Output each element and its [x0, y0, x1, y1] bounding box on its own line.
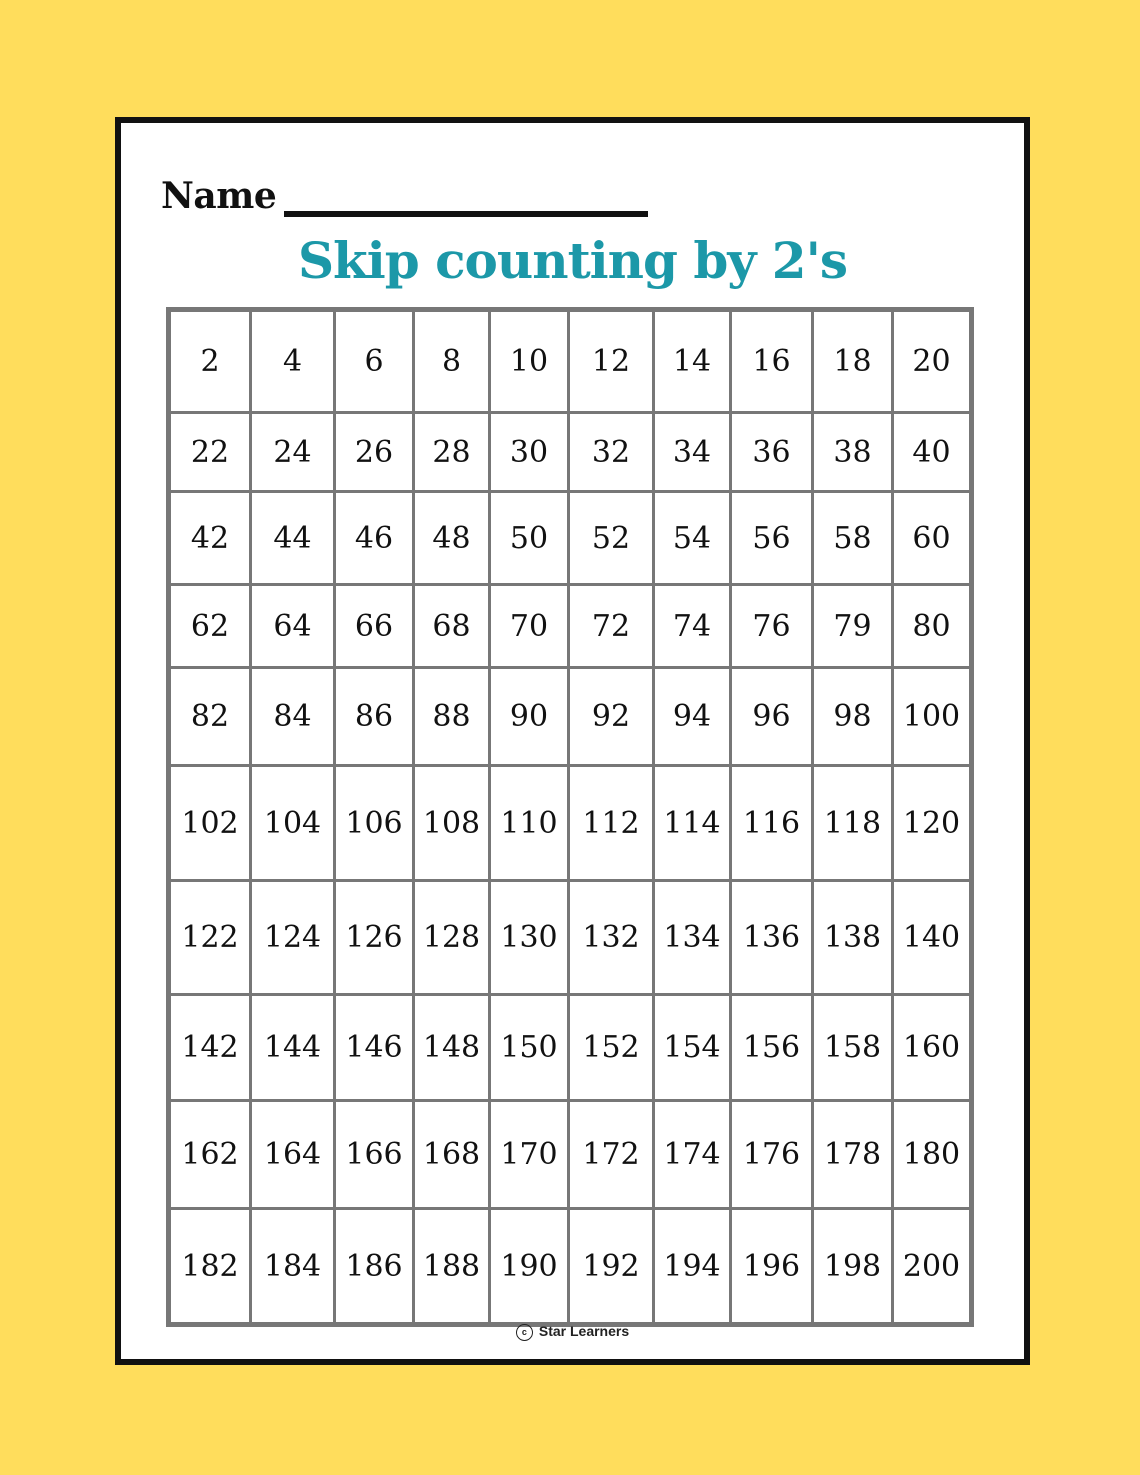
grid-cell: 10	[491, 312, 570, 414]
grid-cell: 138	[814, 882, 894, 996]
grid-cell: 62	[171, 586, 252, 669]
grid-cell: 44	[252, 493, 336, 586]
grid-cell: 28	[415, 414, 491, 493]
grid-cell: 70	[491, 586, 570, 669]
grid-cell: 30	[491, 414, 570, 493]
grid-cell: 132	[570, 882, 655, 996]
grid-cell: 130	[491, 882, 570, 996]
grid-cell: 146	[336, 996, 415, 1102]
grid-cell: 170	[491, 1102, 570, 1210]
grid-cell: 108	[415, 767, 491, 882]
grid-cell: 182	[171, 1210, 252, 1322]
grid-cell: 20	[894, 312, 969, 414]
grid-cell: 198	[814, 1210, 894, 1322]
grid-cell: 178	[814, 1102, 894, 1210]
grid-cell: 114	[655, 767, 732, 882]
grid-cell: 144	[252, 996, 336, 1102]
grid-cell: 58	[814, 493, 894, 586]
grid-cell: 38	[814, 414, 894, 493]
grid-cell: 124	[252, 882, 336, 996]
grid-cell: 56	[732, 493, 814, 586]
grid-cell: 154	[655, 996, 732, 1102]
grid-cell: 126	[336, 882, 415, 996]
grid-cell: 160	[894, 996, 969, 1102]
grid-cell: 104	[252, 767, 336, 882]
name-label: Name	[161, 175, 277, 217]
grid-cell: 162	[171, 1102, 252, 1210]
name-write-line[interactable]	[284, 211, 648, 217]
grid-cell: 16	[732, 312, 814, 414]
number-grid	[166, 307, 974, 1327]
grid-cell: 164	[252, 1102, 336, 1210]
grid-cell: 150	[491, 996, 570, 1102]
grid-cell: 152	[570, 996, 655, 1102]
grid-cell: 96	[732, 669, 814, 767]
worksheet-title: Skip counting by 2's	[297, 231, 848, 290]
grid-cell: 80	[894, 586, 969, 669]
grid-cell: 156	[732, 996, 814, 1102]
grid-cell: 52	[570, 493, 655, 586]
grid-cell: 42	[171, 493, 252, 586]
grid-cell: 4	[252, 312, 336, 414]
grid-cell: 142	[171, 996, 252, 1102]
grid-cell: 84	[252, 669, 336, 767]
grid-cell: 136	[732, 882, 814, 996]
grid-cell: 98	[814, 669, 894, 767]
grid-cell: 200	[902, 1248, 961, 1284]
grid-cell: 122	[171, 882, 252, 996]
grid-cell: 112	[570, 767, 655, 882]
grid-cell: 186	[336, 1210, 415, 1322]
grid-cell: 74	[655, 586, 732, 669]
grid-cell: 40	[894, 414, 969, 493]
grid-cell: 66	[336, 586, 415, 669]
grid-cell: 34	[655, 414, 732, 493]
grid-cell: 116	[732, 767, 814, 882]
grid-cell: 196	[732, 1210, 814, 1322]
grid-cell: 12	[570, 312, 655, 414]
grid-cell: 48	[415, 493, 491, 586]
grid-cell: 24	[252, 414, 336, 493]
brand-name: Star Learners	[538, 1323, 630, 1339]
grid-cell: 172	[570, 1102, 655, 1210]
grid-cell: 92	[570, 669, 655, 767]
grid-cell: 102	[171, 767, 252, 882]
grid-cell: 64	[252, 586, 336, 669]
grid-cell: 50	[491, 493, 570, 586]
grid-cell: 110	[491, 767, 570, 882]
grid-cell: 26	[336, 414, 415, 493]
grid-cell: 94	[655, 669, 732, 767]
grid-cell: 158	[814, 996, 894, 1102]
grid-cell: 148	[415, 996, 491, 1102]
grid-cell: 194	[655, 1210, 732, 1322]
grid-cell: 36	[732, 414, 814, 493]
grid-cell: 180	[894, 1102, 969, 1210]
grid-cell: 100	[894, 669, 969, 767]
grid-cell: 86	[336, 669, 415, 767]
copyright-icon: c	[516, 1324, 533, 1341]
grid-cell: 6	[336, 312, 415, 414]
grid-cell: 2	[171, 312, 252, 414]
grid-cell: 90	[491, 669, 570, 767]
grid-cell: 32	[570, 414, 655, 493]
grid-cell: 128	[415, 882, 491, 996]
grid-cell: 68	[415, 586, 491, 669]
grid-cell: 76	[732, 586, 814, 669]
grid-cell: 46	[336, 493, 415, 586]
grid-cell: 192	[570, 1210, 655, 1322]
grid-cell: 8	[415, 312, 491, 414]
grid-cell: 88	[415, 669, 491, 767]
grid-cell: 174	[655, 1102, 732, 1210]
grid-cell: 72	[570, 586, 655, 669]
grid-cell: 166	[336, 1102, 415, 1210]
grid-cell: 176	[732, 1102, 814, 1210]
footer-credit	[121, 1323, 1024, 1341]
grid-cell: 60	[894, 493, 969, 586]
grid-cell: 118	[814, 767, 894, 882]
grid-cell: 54	[655, 493, 732, 586]
grid-cell: 184	[252, 1210, 336, 1322]
grid-cell: 106	[336, 767, 415, 882]
grid-cell: 82	[171, 669, 252, 767]
worksheet-page	[115, 117, 1030, 1365]
grid-cell: 22	[171, 414, 252, 493]
grid-cell: 140	[894, 882, 969, 996]
grid-cell: 168	[415, 1102, 491, 1210]
grid-cell: 120	[894, 767, 969, 882]
grid-cell: 134	[655, 882, 732, 996]
grid-cell: 18	[814, 312, 894, 414]
grid-cell: 79	[814, 586, 894, 669]
grid-cell: 190	[491, 1210, 570, 1322]
grid-cell: 188	[415, 1210, 491, 1322]
grid-cell: 14	[655, 312, 732, 414]
